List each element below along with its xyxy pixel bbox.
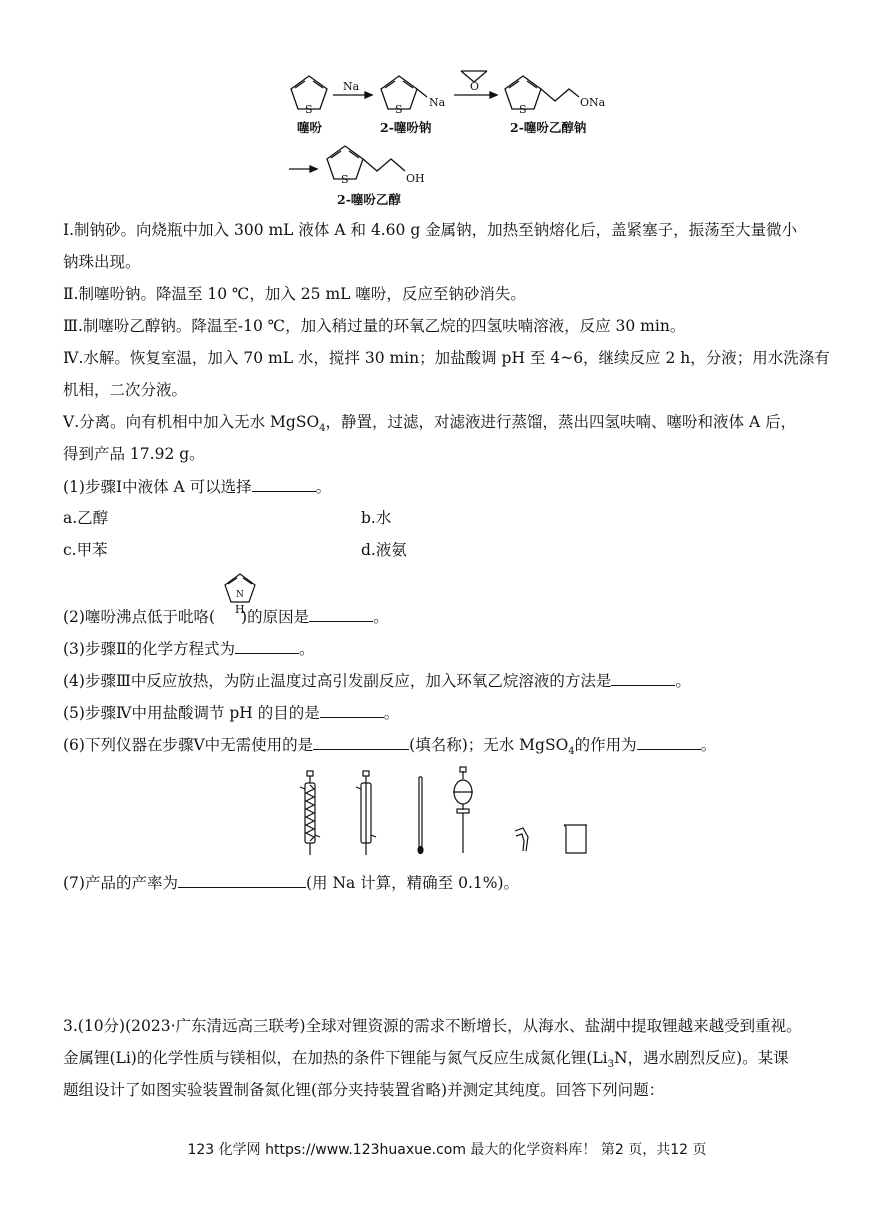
na-label: Na — [429, 96, 446, 109]
option-b[interactable]: b.水 — [361, 509, 392, 527]
thiophene-ethanol-na-ring — [505, 76, 579, 109]
separatory-funnel-icon — [453, 767, 473, 853]
step-4-line-1: Ⅳ.水解。恢复室温，加入 70 mL 水，搅拌 30 min；加盐酸调 pH 至 4~6，继续反应 2 h，分液；用水洗涤有 — [63, 349, 830, 367]
question-5: (5)步骤Ⅳ中用盐酸调节 pH 的目的是 。 — [63, 704, 400, 722]
question-2: (2)噻吩沸点低于吡咯( )的原因是 。 — [63, 608, 389, 626]
answer-blank-4[interactable] — [611, 670, 675, 686]
reaction-scheme — [0, 0, 894, 215]
adapter-icon — [515, 828, 528, 851]
name-thiophene-ethanol: 2-噻吩乙醇 — [337, 192, 401, 207]
question-4: (4)步骤Ⅲ中反应放热，为防止温度过高引发副反应，加入环氧乙烷溶液的方法是 。 — [63, 672, 691, 690]
ona-label: ONa — [580, 96, 606, 109]
answer-blank-6a[interactable] — [313, 734, 409, 750]
step-1-line-1: Ⅰ.制钠砂。向烧瓶中加入 300 mL 液体 A 和 4.60 g 金属钠，加热至钠熔化后，盖紧塞子，振荡至大量微小 — [63, 221, 798, 239]
answer-blank-6b[interactable] — [637, 734, 701, 750]
problem-3-line-2: 金属锂(Li)的化学性质与镁相似，在加热的条件下锂能与氮气反应生成氮化锂($Li_3N$，遇水剧烈反应)。某课 — [63, 1049, 789, 1071]
question-1: (1)步骤Ⅰ中液体 A 可以选择 。 — [63, 478, 332, 496]
pyrrole-n-label: N — [236, 590, 244, 600]
thiophene-ethanol-ring — [327, 146, 405, 179]
answer-blank-5[interactable] — [320, 702, 384, 718]
problem-3-line-3: 题组设计了如图实验装置制备氮化锂(部分夹持装置省略)并测定其纯度。回答下列问题： — [63, 1081, 665, 1099]
answer-blank-7[interactable] — [178, 872, 306, 888]
step-5-line-2: 得到产品 17.92 g。 — [63, 445, 205, 463]
question-6: (6)下列仪器在步骤Ⅴ中无需使用的是 (填名称)；无水 MgSO$_4$的作用为 。 — [63, 736, 717, 758]
option-d[interactable]: d.液氨 — [361, 541, 407, 559]
reagent-na: Na — [343, 80, 360, 93]
step-2: Ⅱ.制噻吩钠。降温至 10 ℃，加入 25 mL 噻吩，反应至钠砂消失。 — [63, 285, 526, 303]
apparatus-row — [290, 765, 610, 860]
spiral-condenser-icon — [300, 771, 320, 855]
thermometer-icon — [418, 777, 423, 854]
problem-3-line-1: 3.(10分)(2023·广东清远高三联考)全球对锂资源的需求不断增长，从海水、盐湖中提取锂越来越受到重视。 — [63, 1017, 802, 1035]
pyrrole-h-label: H — [235, 603, 245, 616]
option-a[interactable]: a.乙醇 — [63, 509, 109, 527]
answer-blank-2[interactable] — [309, 606, 373, 622]
name-thiophene-na: 2-噻吩钠 — [380, 120, 432, 135]
question-7: (7)产品的产率为 (用 Na 计算，精确至 0.1%)。 — [63, 874, 520, 892]
name-thiophene-ethanol-na: 2-噻吩乙醇钠 — [510, 120, 587, 135]
s-label-1: S — [305, 103, 313, 116]
thiophene-na-ring — [381, 76, 427, 109]
step-5-line-1: Ⅴ.分离。向有机相中加入无水 MgSO$_4$，静置，过滤，对滤液进行蒸馏，蒸出四氢呋喃、噻吩和液体 A 后， — [63, 413, 797, 435]
step-1-line-2: 钠珠出现。 — [63, 253, 141, 271]
epoxide-o-label: O — [470, 80, 480, 93]
step-3: Ⅲ.制噻吩乙醇钠。降温至-10 ℃，加入稍过量的环氧乙烷的四氢呋喃溶液，反应 30 min。 — [63, 317, 686, 335]
oh-label: OH — [406, 172, 425, 185]
straight-condenser-icon — [356, 771, 376, 855]
beaker-icon — [564, 825, 587, 853]
s-label-3: S — [519, 103, 527, 116]
option-c[interactable]: c.甲苯 — [63, 541, 108, 559]
question-3: (3)步骤Ⅱ的化学方程式为 。 — [63, 640, 315, 658]
s-label-4: S — [341, 173, 349, 186]
answer-blank-3[interactable] — [235, 638, 299, 654]
step-4-line-2: 机相，二次分液。 — [63, 381, 188, 399]
s-label-2: S — [395, 103, 403, 116]
answer-blank-1[interactable] — [252, 476, 316, 492]
page-footer: 123 化学网 https://www.123huaxue.com 最大的化学资料库！ 第2 页，共12 页 — [187, 1142, 707, 1158]
name-thiophene: 噻吩 — [297, 120, 323, 135]
